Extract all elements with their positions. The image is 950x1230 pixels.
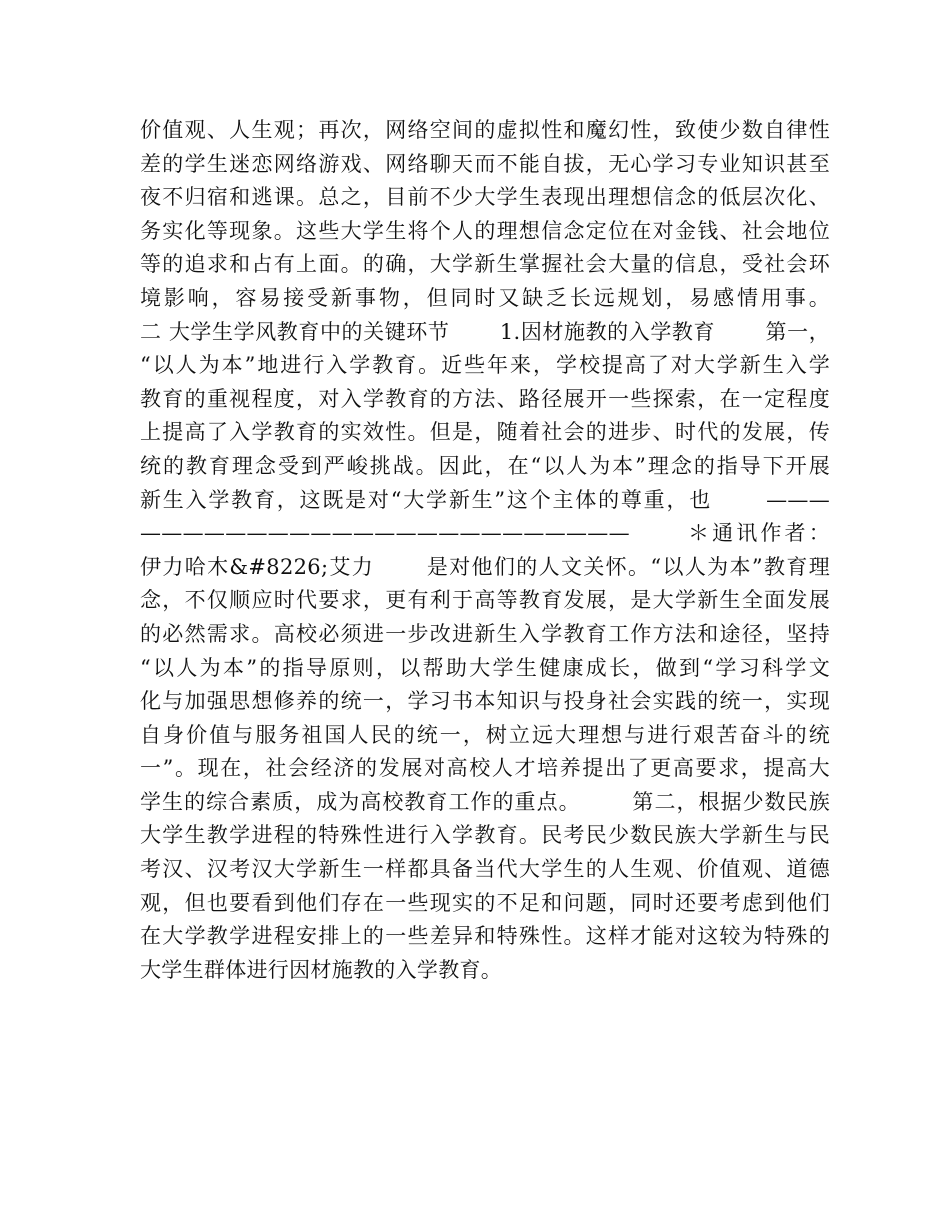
text-line: 等的追求和占有上面。的确，大学新生掌握社会大量的信息，受社会环: [140, 252, 830, 277]
text-line: 大学生教学进程的特殊性进行入学教育。民考民少数民族大学新生与民: [140, 823, 830, 848]
author-note-line: 伊力哈木&#8226;艾力 是对他们的人文关怀。“以人为本”教育理: [140, 554, 830, 579]
text-line: 差的学生迷恋网络游戏、网络聊天而不能自拔，无心学习专业知识甚至: [140, 151, 830, 176]
text-line: 价值观、人生观；再次，网络空间的虚拟性和魔幻性，致使少数自律性: [140, 118, 830, 142]
text-line: 新生入学教育，这既是对“大学新生”这个主体的尊重，也 ———: [140, 487, 830, 512]
text-line: 学生的综合素质，成为高校教育工作的重点。 第二，根据少数民族: [140, 789, 830, 814]
text-line: 在大学教学进程安排上的一些差异和特殊性。这样才能对这较为特殊的: [140, 924, 830, 949]
text-line: 大学生群体进行因材施教的入学教育。: [140, 957, 503, 982]
text-line: 务实化等现象。这些大学生将个人的理想信念定位在对金钱、社会地位: [140, 218, 830, 243]
text-line: 化与加强思想修养的统一，学习书本知识与投身社会实践的统一，实现: [140, 689, 830, 714]
text-line: 教育的重视程度，对入学教育的方法、路径展开一些探索，在一定程度: [140, 386, 830, 411]
text-line: 境影响，容易接受新事物，但同时又缺乏长远规划，易感情用事。: [140, 285, 830, 310]
text-line: 的必然需求。高校必须进一步改进新生入学教育工作方法和途径，坚持: [140, 621, 830, 646]
footnote-separator-line: ——————————————————————— ＊通讯作者：: [140, 521, 830, 546]
body-text: [140, 114, 830, 987]
text-line: 一”。现在，社会经济的发展对高校人才培养提出了更高要求，提高大: [140, 756, 830, 781]
text-line: “以人为本”的指导原则，以帮助大学生健康成长，做到“学习科学文: [140, 655, 830, 680]
text-line: 自身价值与服务祖国人民的统一，树立远大理想与进行艰苦奋斗的统: [140, 722, 830, 747]
text-line: “以人为本”地进行入学教育。近些年来，学校提高了对大学新生入学: [140, 353, 830, 378]
text-line: 夜不归宿和逃课。总之，目前不少大学生表现出理想信念的低层次化、: [140, 185, 830, 210]
text-line: 念，不仅顺应时代要求，更有利于高等教育发展，是大学新生全面发展: [140, 588, 830, 613]
text-line: 考汉、汉考汉大学新生一样都具备当代大学生的人生观、价值观、道德: [140, 857, 830, 882]
text-line: 上提高了入学教育的实效性。但是，随着社会的进步、时代的发展，传: [140, 420, 830, 445]
text-line: 观，但也要看到他们存在一些现实的不足和问题，同时还要考虑到他们: [140, 890, 830, 915]
text-line: 统的教育理念受到严峻挑战。因此，在“以人为本”理念的指导下开展: [140, 453, 830, 478]
section-heading-line: 二 大学生学风教育中的关键环节 1.因材施教的入学教育 第一，: [140, 319, 830, 344]
